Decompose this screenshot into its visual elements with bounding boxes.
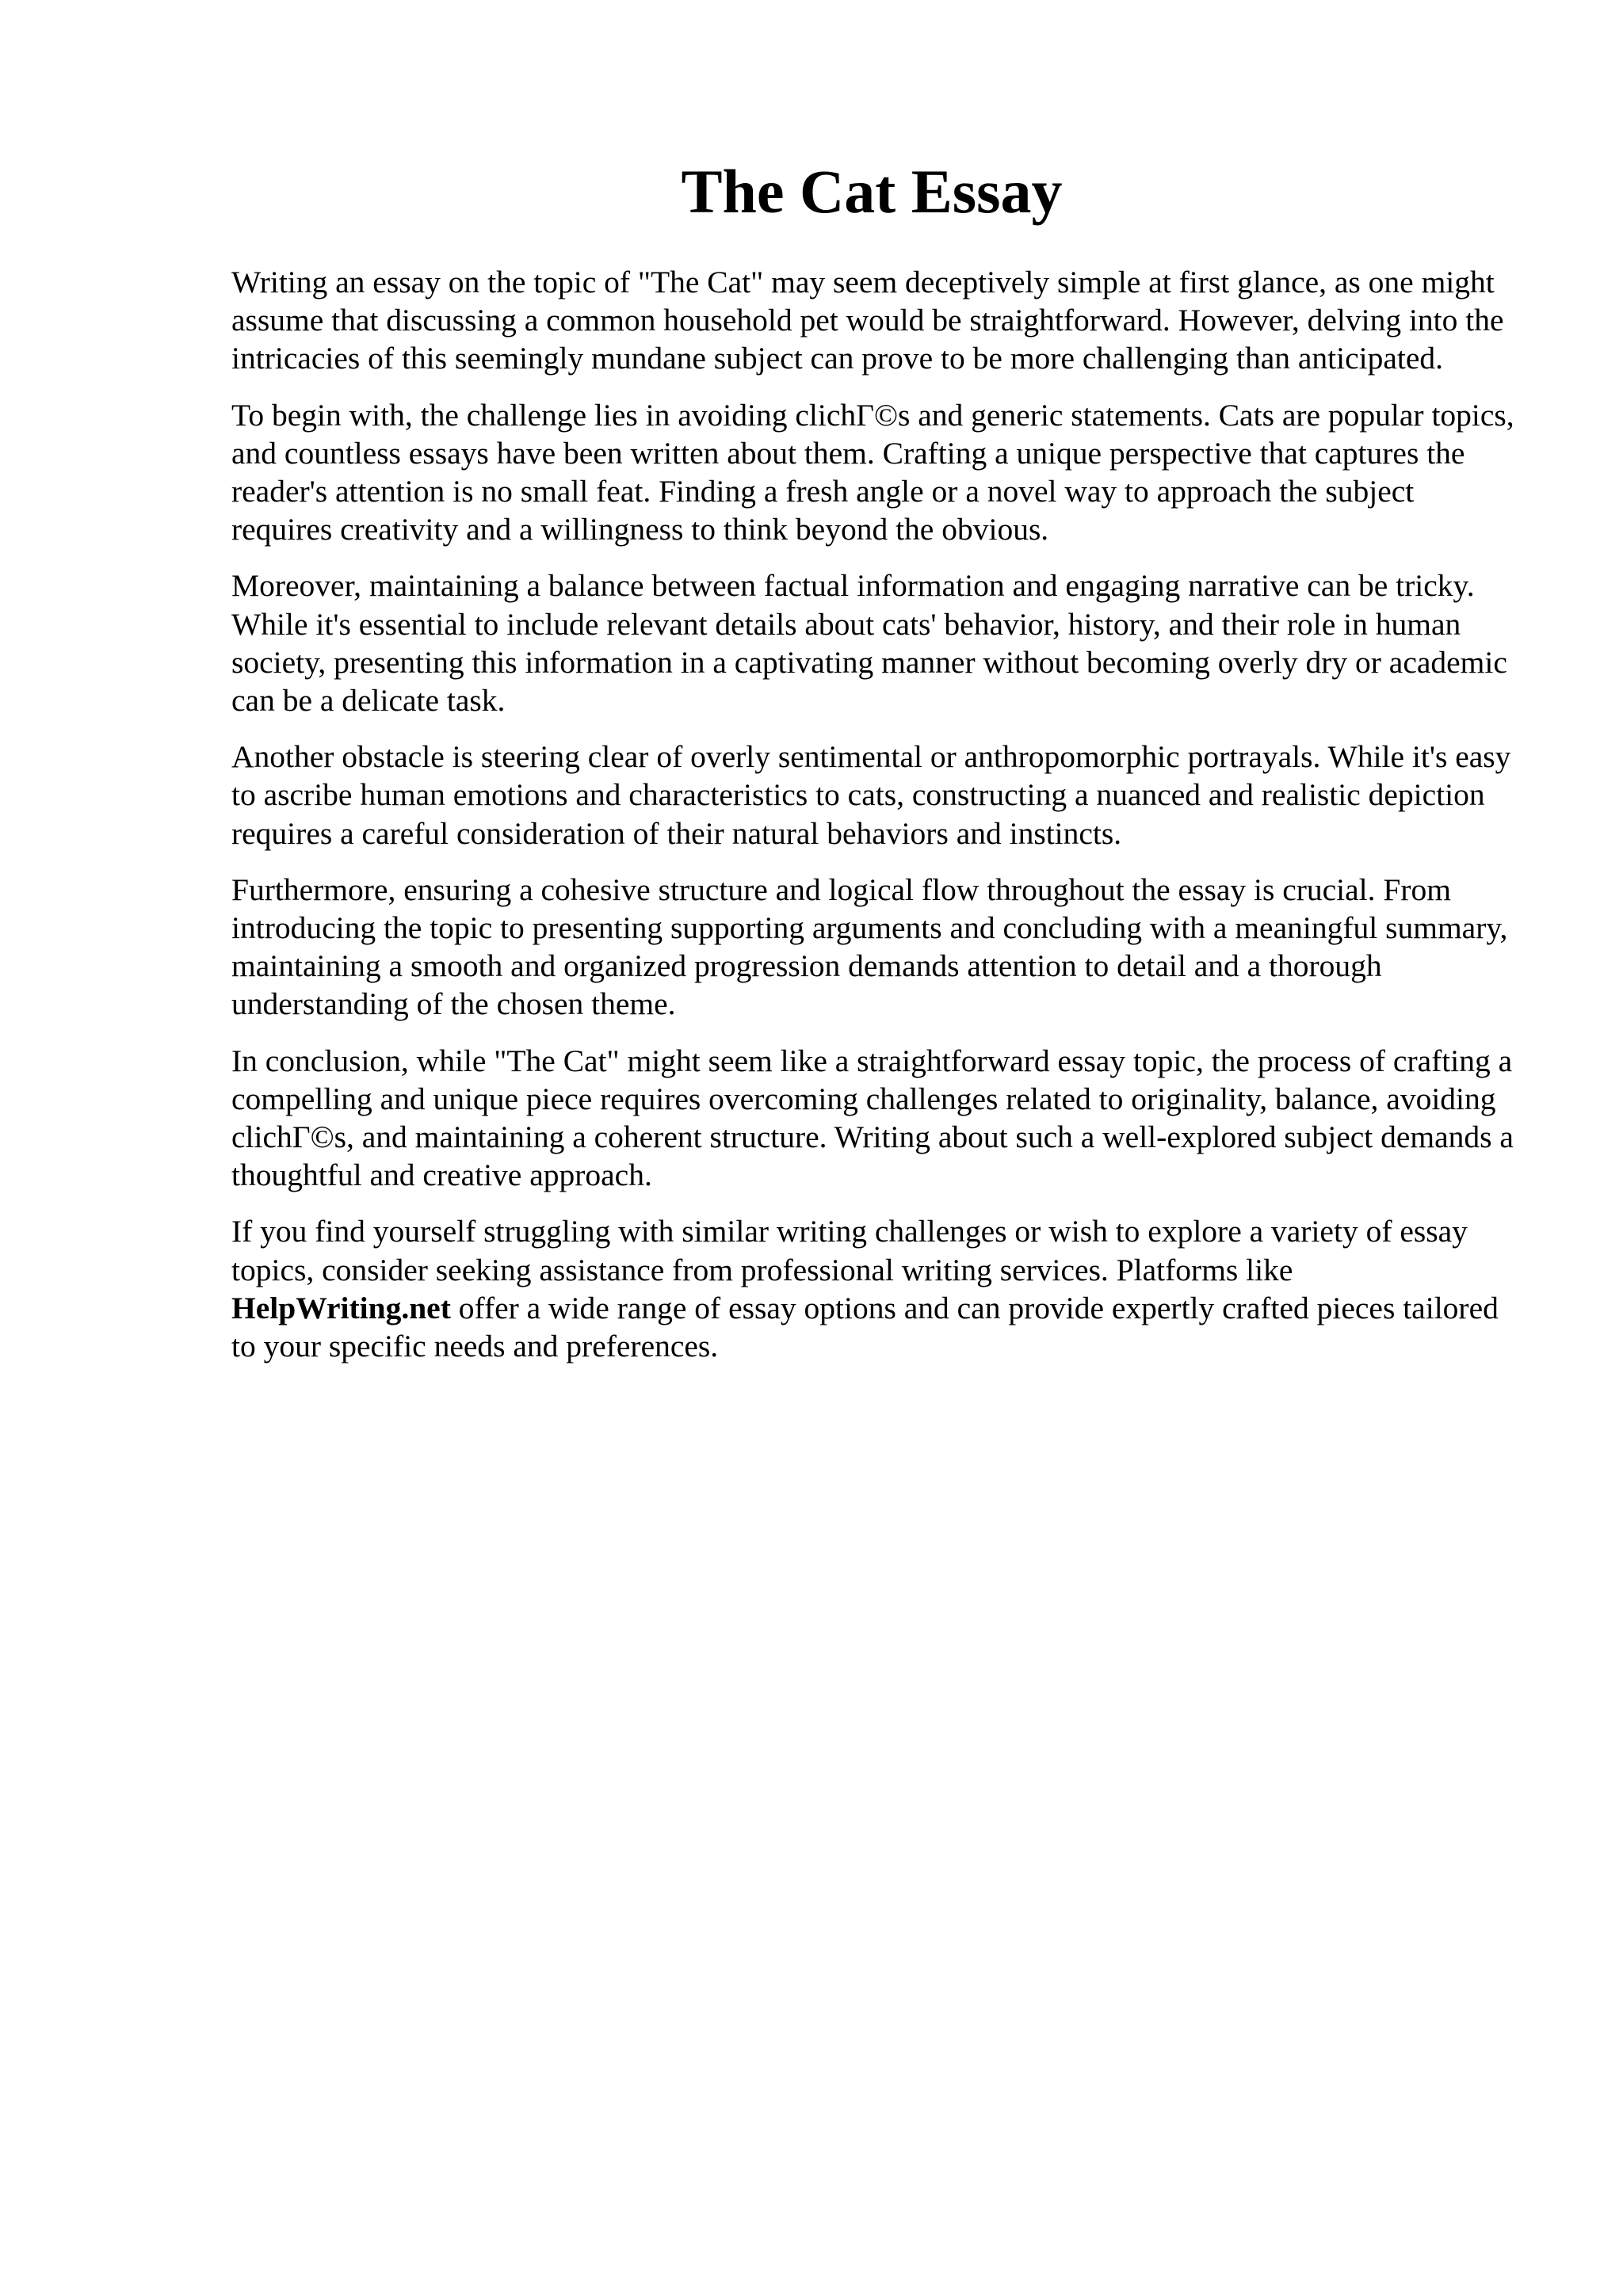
document-title: The Cat Essay <box>681 157 1063 226</box>
paragraph-structure: Furthermore, ensuring a cohesive structure and logical flow throughout the essay is crucial. From introducing the topic to presenting supporting arguments and concluding with a meaningful summary, maintaining a smooth and organized progression demands attention to detail and a thorough understanding of the chosen theme. <box>231 871 1508 1022</box>
paragraph-cliches: To begin with, the challenge lies in avoiding clichΓ©s and generic statements. Cats are popular topics, and countless essays have been written about them. Crafting a unique perspective that captures the reader's attention is no small feat. Finding a fresh angle or a novel way to approach the subject requires creativity and a willingness to think beyond the obvious. <box>231 397 1514 547</box>
brand-link-helpwriting[interactable]: HelpWriting.net <box>231 1290 451 1325</box>
paragraph-conclusion: In conclusion, while "The Cat" might seem like a straightforward essay topic, the process of crafting a compelling and unique piece requires overcoming challenges related to originality, balance, avoiding clichΓ©s, and maintaining a coherent structure. Writing about such a well-explored subject demands a thoughtful and creative approach. <box>231 1043 1514 1193</box>
promotion-text-after: offer a wide range of essay options and can provide expertly crafted pieces tailored to your specific needs and preferences. <box>231 1290 1499 1364</box>
paragraph-balance: Moreover, maintaining a balance between factual information and engaging narrative can be tricky. While it's essential to include relevant details about cats' behavior, history, and their role in human society, presenting this information in a captivating manner without becoming overly dry or academic can be a delicate task. <box>231 568 1507 719</box>
promotion-text-before: If you find yourself struggling with similar writing challenges or wish to explore a variety of essay topics, consider seeking assistance from professional writing services. Platforms like <box>231 1214 1468 1287</box>
document-body <box>231 263 1515 1383</box>
paragraph-anthropomorphism: Another obstacle is steering clear of overly sentimental or anthropomorphic portrayals. While it's easy to ascribe human emotions and characteristics to cats, constructing a nuanced and realistic depiction requires a careful consideration of their natural behaviors and instincts. <box>231 739 1511 851</box>
paragraph-intro: Writing an essay on the topic of "The Cat" may seem deceptively simple at first glance, as one might assume that discussing a common household pet would be straightforward. However, delving into the intricacies of this seemingly mundane subject can prove to be more challenging than anticipated. <box>231 265 1504 376</box>
paragraph-promotion <box>231 1212 1515 1365</box>
